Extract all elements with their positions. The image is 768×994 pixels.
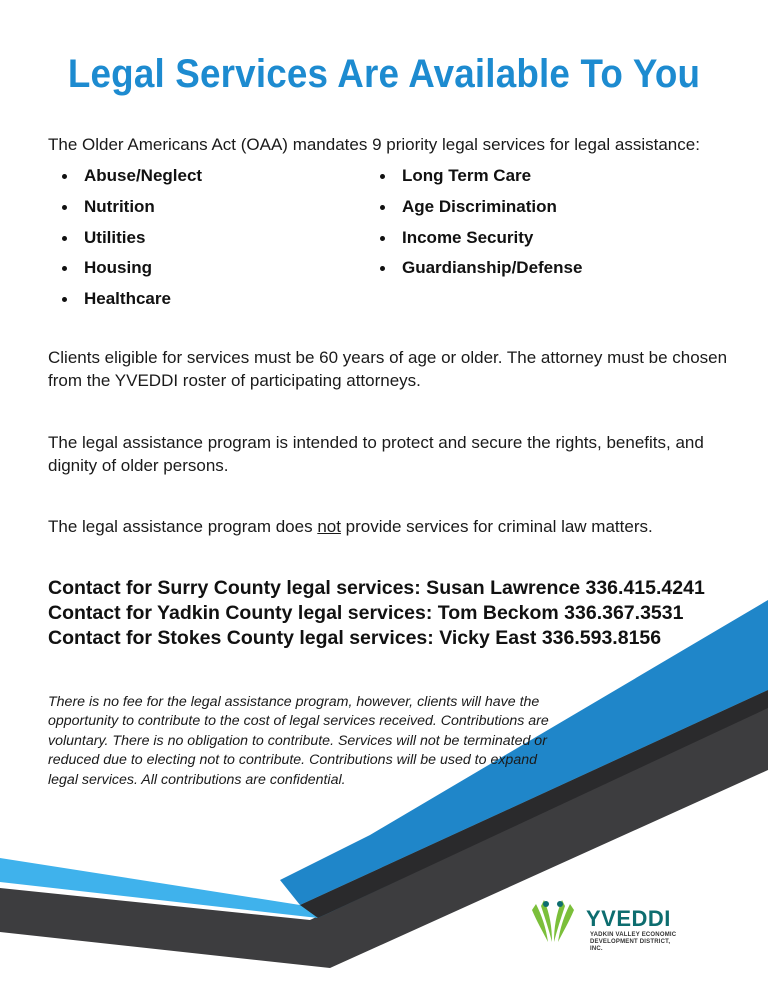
list-item: Long Term Care [378, 163, 582, 194]
exclusion-text [48, 515, 728, 538]
intro-text: The Older Americans Act (OAA) mandates 9 priority legal services for legal assistance: [48, 135, 700, 154]
exclusion-emphasis: not [317, 517, 341, 536]
eligibility-text: Clients eligible for services must be 60 years of age or older. The attorney must be chosen from the YVEDDI roster of participating attorneys. [48, 348, 728, 390]
list-item: Guardianship/Defense [378, 255, 582, 286]
contact-surry: Contact for Surry County legal services: Susan Lawrence 336.415.4241 [48, 577, 705, 599]
fee-notice: There is no fee for the legal assistance program, however, clients will have the opportunity to contribute to the cost of legal services received. Contributions are voluntary. There is no obligation to contribute. Services will not be terminated or reduced due to electing not to contribute. Contributions will be used to expand legal services. All contributions are confidential. [48, 694, 549, 788]
list-item: Healthcare [60, 286, 202, 317]
contact-yadkin: Contact for Yadkin County legal services: Tom Beckom 336.367.3531 [48, 602, 684, 624]
exclusion-before: The legal assistance program does [48, 517, 318, 536]
list-item: Income Security [378, 225, 582, 256]
logo-subtitle: YADKIN VALLEY ECONOMIC DEVELOPMENT DISTRICT, INC. [590, 932, 677, 952]
page-title: Legal Services Are Available To You [67, 52, 701, 96]
contacts-block [48, 576, 748, 651]
purpose-text: The legal assistance program is intended to protect and secure the rights, benefits, and dignity of older persons. [48, 433, 704, 475]
list-item: Age Discrimination [378, 194, 582, 225]
logo-name: YVEDDI [586, 906, 671, 931]
services-column-right [378, 163, 582, 286]
contact-stokes: Contact for Stokes County legal services: Vicky East 336.593.8156 [48, 627, 662, 649]
services-column-left [60, 163, 202, 317]
list-item: Nutrition [60, 194, 202, 225]
list-item: Abuse/Neglect [60, 163, 202, 194]
list-item: Utilities [60, 225, 202, 256]
list-item: Housing [60, 255, 202, 286]
exclusion-after: provide services for criminal law matters. [340, 517, 653, 536]
